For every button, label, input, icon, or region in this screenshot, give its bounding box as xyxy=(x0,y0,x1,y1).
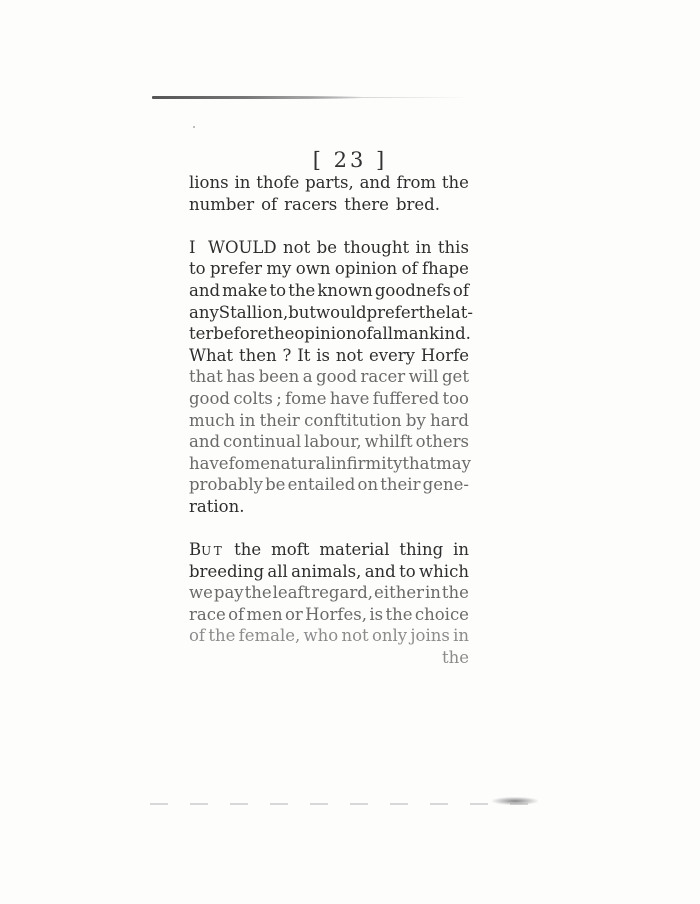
text-line: to prefer my own opinion of fhape xyxy=(189,259,469,279)
text-line: have fome natural infirmity that may xyxy=(189,453,471,473)
text-line: and continual labour, whilft others xyxy=(189,432,469,452)
text-line: any Stallion, but would prefer the lat- xyxy=(189,302,473,322)
text-line: number of racers there bred. xyxy=(189,194,440,214)
text-line: But the moft material thing in xyxy=(189,540,469,560)
page-number: [ 23 ] xyxy=(312,148,388,172)
text-line: that has been a good racer will get xyxy=(189,367,469,387)
text-line: ter before the opinion of all mankind. xyxy=(189,324,471,344)
bottom-rule xyxy=(150,803,540,805)
text-line: lions in thofe parts, and from the xyxy=(189,173,469,192)
ink-smudge xyxy=(492,797,538,805)
top-rule-fade xyxy=(300,97,470,98)
text-line: breeding all animals, and to which xyxy=(189,561,469,581)
text-line: good colts ; fome have fuffered too xyxy=(189,388,469,408)
text-line: of the female, who not only joins in xyxy=(189,626,469,646)
paragraph-gap xyxy=(189,215,469,237)
text-line: probably be entailed on their gene- xyxy=(189,475,469,495)
text-line: What then ? It is not every Horfe xyxy=(189,345,469,365)
text-line: much in their conftitution by hard xyxy=(189,410,469,430)
text-line: I WOULD not be thought in this xyxy=(189,237,469,257)
ink-speck xyxy=(193,126,195,128)
text-line: and make to the known goodnefs of xyxy=(189,280,469,300)
text-line: the xyxy=(441,648,469,668)
paragraph-gap xyxy=(189,518,469,540)
text-line: ration. xyxy=(189,496,245,516)
body-text xyxy=(189,172,473,669)
text-line: we pay the leaft regard, either in the xyxy=(189,583,469,603)
text-line: race of men or Horfes, is the choice xyxy=(189,604,469,624)
